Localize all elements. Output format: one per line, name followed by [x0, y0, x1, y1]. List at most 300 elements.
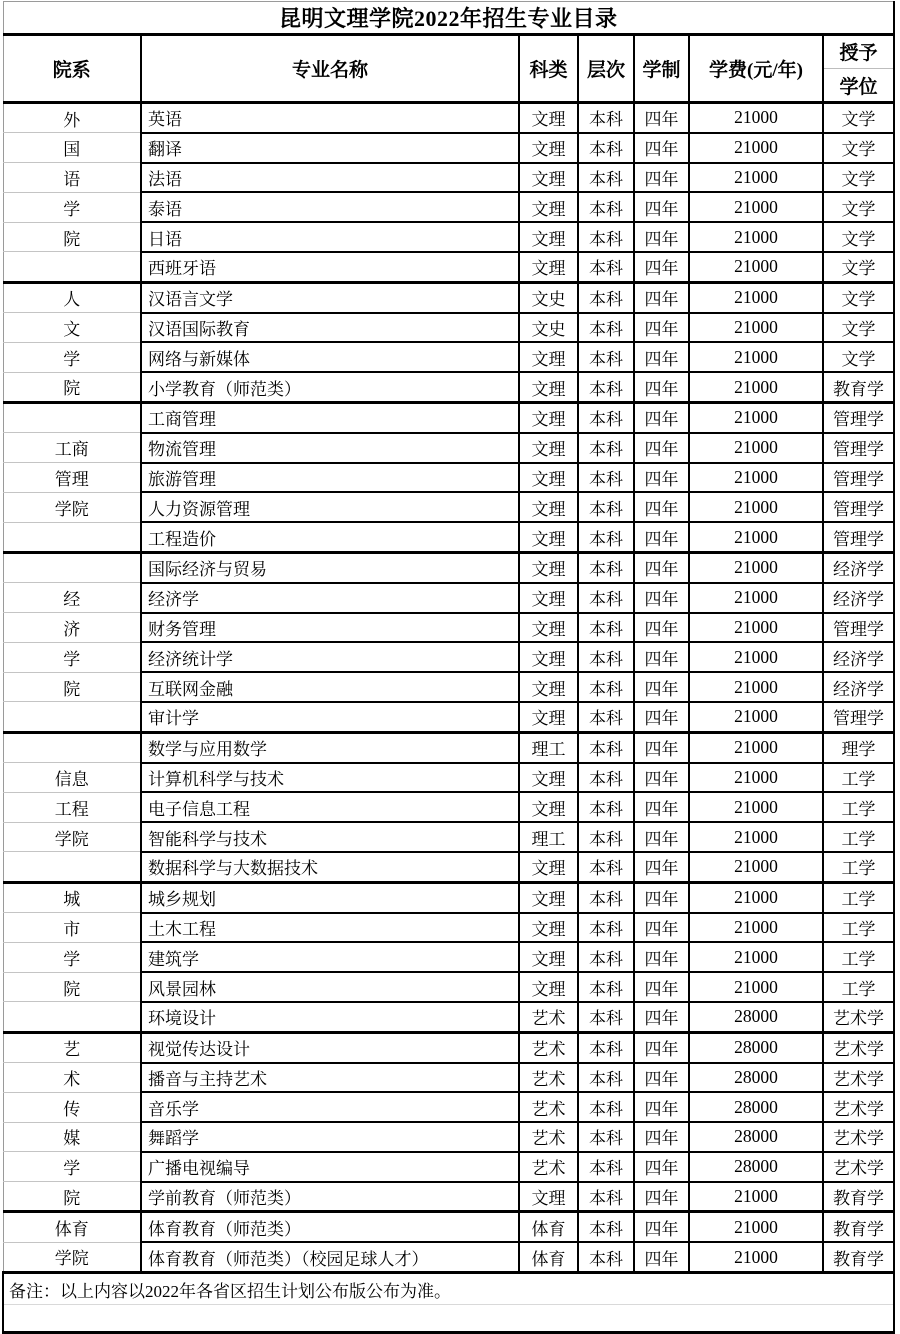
level-cell: 本科 [578, 1002, 634, 1032]
admissions-table [2, 1, 895, 1334]
major-cell: 英语 [141, 103, 519, 133]
degree-cell: 艺术学 [823, 1092, 894, 1122]
footer-note-row [3, 1273, 894, 1305]
table-row [3, 1122, 894, 1152]
duration-cell: 四年 [634, 972, 689, 1002]
duration-cell: 四年 [634, 372, 689, 402]
major-cell: 翻译 [141, 133, 519, 163]
fee-cell: 21000 [689, 613, 823, 643]
dept-cell: 信息 [3, 763, 141, 793]
duration-cell: 四年 [634, 642, 689, 672]
dept-cell [3, 732, 141, 762]
major-cell: 建筑学 [141, 942, 519, 972]
level-cell: 本科 [578, 463, 634, 493]
table-row [3, 522, 894, 552]
major-cell: 网络与新媒体 [141, 342, 519, 372]
degree-cell: 文学 [823, 103, 894, 133]
dept-cell [3, 552, 141, 582]
duration-cell: 四年 [634, 1063, 689, 1093]
duration-cell: 四年 [634, 1242, 689, 1272]
table-row [3, 763, 894, 793]
category-cell: 文理 [519, 372, 578, 402]
table-row [3, 1182, 894, 1212]
level-cell: 本科 [578, 1092, 634, 1122]
major-cell: 风景园林 [141, 972, 519, 1002]
category-cell: 文史 [519, 313, 578, 343]
table-row [3, 1152, 894, 1182]
dept-cell: 院 [3, 222, 141, 252]
category-cell: 文理 [519, 402, 578, 432]
duration-cell: 四年 [634, 492, 689, 522]
level-cell: 本科 [578, 402, 634, 432]
dept-cell: 市 [3, 913, 141, 943]
degree-cell: 管理学 [823, 613, 894, 643]
duration-cell: 四年 [634, 1212, 689, 1242]
dept-cell: 学 [3, 942, 141, 972]
fee-cell: 21000 [689, 642, 823, 672]
table-row [3, 252, 894, 282]
fee-cell: 21000 [689, 192, 823, 222]
duration-cell: 四年 [634, 342, 689, 372]
level-cell: 本科 [578, 1063, 634, 1093]
footer-empty-row [3, 1305, 894, 1333]
level-cell: 本科 [578, 313, 634, 343]
duration-cell: 四年 [634, 583, 689, 613]
dept-cell: 语 [3, 163, 141, 193]
major-cell: 土木工程 [141, 913, 519, 943]
fee-cell: 21000 [689, 433, 823, 463]
degree-cell: 工学 [823, 792, 894, 822]
category-cell: 文理 [519, 342, 578, 372]
degree-cell: 文学 [823, 192, 894, 222]
category-cell: 文理 [519, 583, 578, 613]
category-cell: 艺术 [519, 1002, 578, 1032]
table-row [3, 1032, 894, 1062]
degree-cell: 艺术学 [823, 1032, 894, 1062]
footer-empty-cell [3, 1305, 894, 1333]
duration-cell: 四年 [634, 522, 689, 552]
dept-cell: 学院 [3, 1242, 141, 1272]
table-row [3, 583, 894, 613]
major-cell: 计算机科学与技术 [141, 763, 519, 793]
degree-cell: 工学 [823, 763, 894, 793]
degree-cell: 经济学 [823, 672, 894, 702]
level-cell: 本科 [578, 433, 634, 463]
degree-cell: 文学 [823, 313, 894, 343]
table-row [3, 613, 894, 643]
major-cell: 工程造价 [141, 522, 519, 552]
table-row [3, 852, 894, 882]
level-cell: 本科 [578, 103, 634, 133]
duration-cell: 四年 [634, 882, 689, 912]
level-cell: 本科 [578, 222, 634, 252]
level-cell: 本科 [578, 552, 634, 582]
degree-cell: 经济学 [823, 642, 894, 672]
degree-cell: 管理学 [823, 702, 894, 732]
duration-cell: 四年 [634, 852, 689, 882]
fee-cell: 21000 [689, 282, 823, 312]
major-cell: 智能科学与技术 [141, 822, 519, 852]
dept-cell: 外 [3, 103, 141, 133]
col-header-degree [823, 35, 894, 103]
dept-cell: 文 [3, 313, 141, 343]
fee-cell: 21000 [689, 222, 823, 252]
level-cell: 本科 [578, 583, 634, 613]
degree-cell: 文学 [823, 342, 894, 372]
category-cell: 体育 [519, 1212, 578, 1242]
degree-cell: 艺术学 [823, 1122, 894, 1152]
table-row [3, 1063, 894, 1093]
duration-cell: 四年 [634, 613, 689, 643]
category-cell: 文理 [519, 1182, 578, 1212]
category-cell: 理工 [519, 732, 578, 762]
major-cell: 体育教育（师范类） [141, 1212, 519, 1242]
level-cell: 本科 [578, 852, 634, 882]
table-row [3, 313, 894, 343]
catalog-page [0, 1, 900, 1301]
category-cell: 文理 [519, 913, 578, 943]
fee-cell: 21000 [689, 342, 823, 372]
dept-cell: 传 [3, 1092, 141, 1122]
col-header-degree-line1: 授予 [824, 36, 893, 69]
dept-cell [3, 702, 141, 732]
dept-cell: 学 [3, 342, 141, 372]
degree-cell: 文学 [823, 133, 894, 163]
table-row [3, 672, 894, 702]
category-cell: 文理 [519, 222, 578, 252]
fee-cell: 21000 [689, 583, 823, 613]
dept-cell: 艺 [3, 1032, 141, 1062]
level-cell: 本科 [578, 252, 634, 282]
dept-cell [3, 252, 141, 282]
major-cell: 经济学 [141, 583, 519, 613]
dept-cell: 学 [3, 642, 141, 672]
fee-cell: 21000 [689, 163, 823, 193]
fee-cell: 21000 [689, 972, 823, 1002]
degree-cell: 文学 [823, 282, 894, 312]
level-cell: 本科 [578, 942, 634, 972]
degree-cell: 经济学 [823, 583, 894, 613]
fee-cell: 21000 [689, 763, 823, 793]
fee-cell: 21000 [689, 492, 823, 522]
dept-cell: 媒 [3, 1122, 141, 1152]
fee-cell: 21000 [689, 913, 823, 943]
category-cell: 文理 [519, 522, 578, 552]
level-cell: 本科 [578, 192, 634, 222]
level-cell: 本科 [578, 1242, 634, 1272]
fee-cell: 21000 [689, 372, 823, 402]
fee-cell: 21000 [689, 103, 823, 133]
col-header-fee: 学费(元/年) [689, 35, 823, 103]
dept-cell: 院 [3, 672, 141, 702]
dept-cell: 院 [3, 972, 141, 1002]
fee-cell: 28000 [689, 1002, 823, 1032]
fee-cell: 21000 [689, 133, 823, 163]
category-cell: 文理 [519, 702, 578, 732]
fee-cell: 21000 [689, 463, 823, 493]
table-row [3, 1002, 894, 1032]
col-header-major: 专业名称 [141, 35, 519, 103]
duration-cell: 四年 [634, 1122, 689, 1152]
duration-cell: 四年 [634, 463, 689, 493]
dept-cell: 院 [3, 372, 141, 402]
fee-cell: 21000 [689, 1212, 823, 1242]
table-row [3, 732, 894, 762]
level-cell: 本科 [578, 732, 634, 762]
fee-cell: 21000 [689, 852, 823, 882]
level-cell: 本科 [578, 492, 634, 522]
major-cell: 环境设计 [141, 1002, 519, 1032]
fee-cell: 21000 [689, 402, 823, 432]
table-row [3, 972, 894, 1002]
col-header-category: 科类 [519, 35, 578, 103]
table-row [3, 103, 894, 133]
table-row [3, 342, 894, 372]
category-cell: 文理 [519, 642, 578, 672]
major-cell: 日语 [141, 222, 519, 252]
dept-cell: 术 [3, 1063, 141, 1093]
major-cell: 舞蹈学 [141, 1122, 519, 1152]
major-cell: 学前教育（师范类） [141, 1182, 519, 1212]
title-row [3, 2, 894, 35]
major-cell: 财务管理 [141, 613, 519, 643]
level-cell: 本科 [578, 522, 634, 552]
table-row [3, 192, 894, 222]
level-cell: 本科 [578, 913, 634, 943]
duration-cell: 四年 [634, 1152, 689, 1182]
major-cell: 广播电视编导 [141, 1152, 519, 1182]
level-cell: 本科 [578, 882, 634, 912]
fee-cell: 21000 [689, 822, 823, 852]
category-cell: 文理 [519, 763, 578, 793]
page-title: 昆明文理学院2022年招生专业目录 [3, 2, 894, 35]
major-cell: 审计学 [141, 702, 519, 732]
duration-cell: 四年 [634, 163, 689, 193]
degree-cell: 工学 [823, 882, 894, 912]
table-row [3, 372, 894, 402]
col-header-department: 院系 [3, 35, 141, 103]
table-row [3, 552, 894, 582]
duration-cell: 四年 [634, 402, 689, 432]
major-cell: 数据科学与大数据技术 [141, 852, 519, 882]
level-cell: 本科 [578, 642, 634, 672]
fee-cell: 21000 [689, 672, 823, 702]
table-row [3, 282, 894, 312]
fee-cell: 28000 [689, 1063, 823, 1093]
major-cell: 数学与应用数学 [141, 732, 519, 762]
dept-cell: 院 [3, 1182, 141, 1212]
footer-note: 备注：以上内容以2022年各省区招生计划公布版公布为准。 [3, 1273, 894, 1305]
level-cell: 本科 [578, 342, 634, 372]
category-cell: 文理 [519, 103, 578, 133]
col-header-duration: 学制 [634, 35, 689, 103]
degree-cell: 管理学 [823, 463, 894, 493]
duration-cell: 四年 [634, 552, 689, 582]
major-cell: 泰语 [141, 192, 519, 222]
dept-cell [3, 1002, 141, 1032]
dept-cell: 学 [3, 1152, 141, 1182]
degree-cell: 工学 [823, 852, 894, 882]
level-cell: 本科 [578, 163, 634, 193]
category-cell: 文理 [519, 252, 578, 282]
major-cell: 体育教育（师范类）（校园足球人才） [141, 1242, 519, 1272]
header-row [3, 35, 894, 103]
duration-cell: 四年 [634, 1182, 689, 1212]
fee-cell: 28000 [689, 1122, 823, 1152]
duration-cell: 四年 [634, 313, 689, 343]
major-cell: 西班牙语 [141, 252, 519, 282]
major-cell: 经济统计学 [141, 642, 519, 672]
fee-cell: 21000 [689, 792, 823, 822]
dept-cell [3, 852, 141, 882]
dept-cell: 工商 [3, 433, 141, 463]
category-cell: 文理 [519, 972, 578, 1002]
level-cell: 本科 [578, 282, 634, 312]
degree-cell: 理学 [823, 732, 894, 762]
dept-cell: 工程 [3, 792, 141, 822]
degree-cell: 工学 [823, 913, 894, 943]
table-row [3, 822, 894, 852]
major-cell: 音乐学 [141, 1092, 519, 1122]
degree-cell: 文学 [823, 252, 894, 282]
level-cell: 本科 [578, 763, 634, 793]
duration-cell: 四年 [634, 942, 689, 972]
degree-cell: 文学 [823, 222, 894, 252]
degree-cell: 艺术学 [823, 1152, 894, 1182]
dept-cell: 济 [3, 613, 141, 643]
dept-cell: 学院 [3, 492, 141, 522]
fee-cell: 21000 [689, 313, 823, 343]
category-cell: 文理 [519, 163, 578, 193]
duration-cell: 四年 [634, 1032, 689, 1062]
category-cell: 理工 [519, 822, 578, 852]
category-cell: 艺术 [519, 1122, 578, 1152]
degree-cell: 工学 [823, 822, 894, 852]
table-row [3, 882, 894, 912]
table-row [3, 792, 894, 822]
table-row [3, 463, 894, 493]
degree-cell: 艺术学 [823, 1063, 894, 1093]
degree-cell: 工学 [823, 942, 894, 972]
major-cell: 物流管理 [141, 433, 519, 463]
fee-cell: 21000 [689, 732, 823, 762]
category-cell: 文理 [519, 463, 578, 493]
dept-cell: 管理 [3, 463, 141, 493]
category-cell: 艺术 [519, 1063, 578, 1093]
level-cell: 本科 [578, 1122, 634, 1152]
dept-cell: 人 [3, 282, 141, 312]
dept-cell: 国 [3, 133, 141, 163]
major-cell: 视觉传达设计 [141, 1032, 519, 1062]
table-row [3, 433, 894, 463]
dept-cell: 体育 [3, 1212, 141, 1242]
duration-cell: 四年 [634, 103, 689, 133]
duration-cell: 四年 [634, 763, 689, 793]
degree-cell: 管理学 [823, 402, 894, 432]
level-cell: 本科 [578, 1212, 634, 1242]
fee-cell: 28000 [689, 1152, 823, 1182]
major-cell: 法语 [141, 163, 519, 193]
category-cell: 艺术 [519, 1152, 578, 1182]
table-row [3, 702, 894, 732]
fee-cell: 21000 [689, 252, 823, 282]
duration-cell: 四年 [634, 822, 689, 852]
duration-cell: 四年 [634, 252, 689, 282]
table-row [3, 642, 894, 672]
duration-cell: 四年 [634, 192, 689, 222]
level-cell: 本科 [578, 133, 634, 163]
level-cell: 本科 [578, 613, 634, 643]
duration-cell: 四年 [634, 222, 689, 252]
duration-cell: 四年 [634, 1002, 689, 1032]
category-cell: 艺术 [519, 1032, 578, 1062]
table-row [3, 913, 894, 943]
category-cell: 文理 [519, 552, 578, 582]
degree-cell: 教育学 [823, 1182, 894, 1212]
major-cell: 汉语言文学 [141, 282, 519, 312]
degree-cell: 管理学 [823, 522, 894, 552]
dept-cell: 学院 [3, 822, 141, 852]
duration-cell: 四年 [634, 133, 689, 163]
major-cell: 国际经济与贸易 [141, 552, 519, 582]
dept-cell [3, 402, 141, 432]
category-cell: 文理 [519, 192, 578, 222]
duration-cell: 四年 [634, 732, 689, 762]
col-header-level: 层次 [578, 35, 634, 103]
fee-cell: 28000 [689, 1032, 823, 1062]
dept-cell: 学 [3, 192, 141, 222]
level-cell: 本科 [578, 372, 634, 402]
degree-cell: 教育学 [823, 372, 894, 402]
category-cell: 体育 [519, 1242, 578, 1272]
category-cell: 文理 [519, 672, 578, 702]
category-cell: 文理 [519, 792, 578, 822]
degree-cell: 经济学 [823, 552, 894, 582]
fee-cell: 21000 [689, 702, 823, 732]
category-cell: 文理 [519, 613, 578, 643]
table-row [3, 492, 894, 522]
major-cell: 人力资源管理 [141, 492, 519, 522]
degree-cell: 管理学 [823, 492, 894, 522]
major-cell: 播音与主持艺术 [141, 1063, 519, 1093]
level-cell: 本科 [578, 1182, 634, 1212]
col-header-degree-line2: 学位 [839, 77, 878, 98]
fee-cell: 21000 [689, 882, 823, 912]
duration-cell: 四年 [634, 702, 689, 732]
major-cell: 城乡规划 [141, 882, 519, 912]
fee-cell: 21000 [689, 1242, 823, 1272]
level-cell: 本科 [578, 1032, 634, 1062]
level-cell: 本科 [578, 672, 634, 702]
degree-cell: 艺术学 [823, 1002, 894, 1032]
table-row [3, 163, 894, 193]
fee-cell: 21000 [689, 552, 823, 582]
dept-cell: 经 [3, 583, 141, 613]
major-cell: 电子信息工程 [141, 792, 519, 822]
duration-cell: 四年 [634, 433, 689, 463]
table-row [3, 222, 894, 252]
duration-cell: 四年 [634, 282, 689, 312]
category-cell: 文理 [519, 852, 578, 882]
table-row [3, 942, 894, 972]
fee-cell: 21000 [689, 522, 823, 552]
degree-cell: 工学 [823, 972, 894, 1002]
category-cell: 文理 [519, 433, 578, 463]
degree-cell: 管理学 [823, 433, 894, 463]
degree-cell: 文学 [823, 163, 894, 193]
duration-cell: 四年 [634, 1092, 689, 1122]
table-row [3, 1212, 894, 1242]
